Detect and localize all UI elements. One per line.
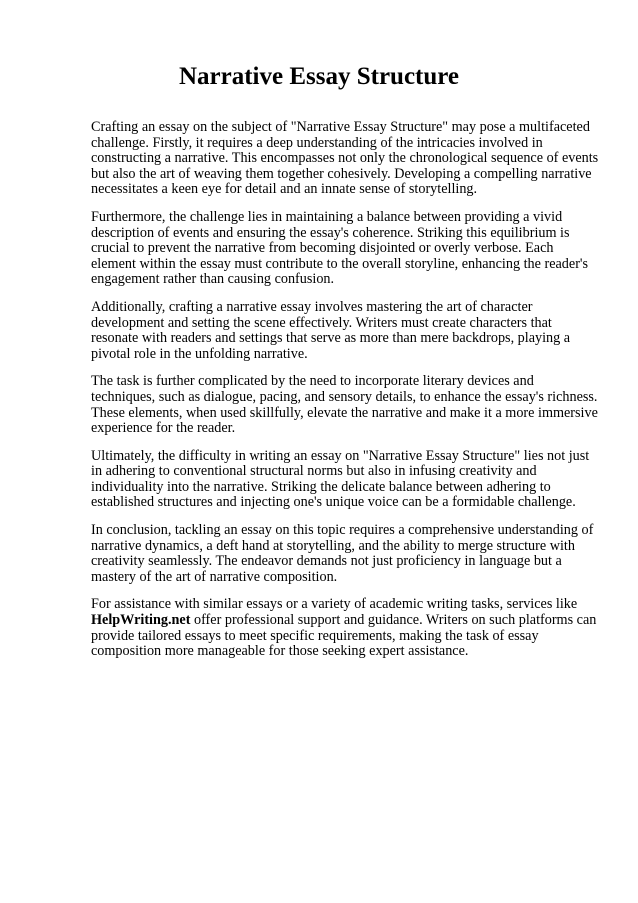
paragraph-2: Furthermore, the challenge lies in maintaining a balance between providing a vivid description of events and ensuring the essay's coherence. Striking this equilibrium is crucial to prevent the narrative from becoming disjointed or overly verbose. Each element within the essay must contribute to the overall storyline, enhancing the reader's engagement rather than causing confusion.: [91, 208, 588, 288]
document-title: Narrative Essay Structure: [178, 63, 460, 90]
paragraph-6: In conclusion, tackling an essay on this topic requires a comprehensive understanding of narrative dynamics, a deft hand at storytelling, and the ability to merge structure with creativity seamlessly. The endeavor demands not just proficiency in language but a mastery of the art of narrative composition.: [91, 522, 594, 585]
paragraph-1: Crafting an essay on the subject of "Narrative Essay Structure" may pose a multifaceted challenge. Firstly, it requires a deep understanding of the intricacies involved in constructing a narrative. This encompasses not only the chronological sequence of events but also the art of weaving them together cohesively. Developing a compelling narrative necessitates a keen eye for detail and an innate sense of storytelling.: [91, 119, 599, 198]
brand-name: HelpWriting.net: [91, 612, 191, 629]
document-body: [91, 120, 601, 672]
paragraph-3: Additionally, crafting a narrative essay involves mastering the art of character development and setting the scene effectively. Writers must create characters that resonate with readers and settings that serve as more than mere backdrops, playing a pivotal role in the unfolding narrative.: [91, 298, 571, 362]
paragraph-5: Ultimately, the difficulty in writing an essay on "Narrative Essay Structure" lies not just in adhering to conventional structural norms but also in infusing creativity and individuality into the narrative. Striking the delicate balance between adhering to established structures and injecting one's unique voice can be a formidable challenge.: [91, 447, 590, 511]
paragraph-7-lead: For assistance with similar essays or a variety of academic writing tasks, services like: [91, 596, 578, 613]
paragraph-7: [91, 597, 601, 659]
paragraph-4: The task is further complicated by the need to incorporate literary devices and techniques, such as dialogue, pacing, and sensory details, to enhance the essay's richness. These elements, when used skillfully, elevate the narrative and make it a more immersive experience for the reader.: [91, 373, 598, 437]
paragraph-7-tail: offer professional support and guidance. Writers on such platforms can provide tailored essays to meet specific requirements, making the task of essay composition more manageable for those seeking expert assistance.: [91, 612, 597, 660]
